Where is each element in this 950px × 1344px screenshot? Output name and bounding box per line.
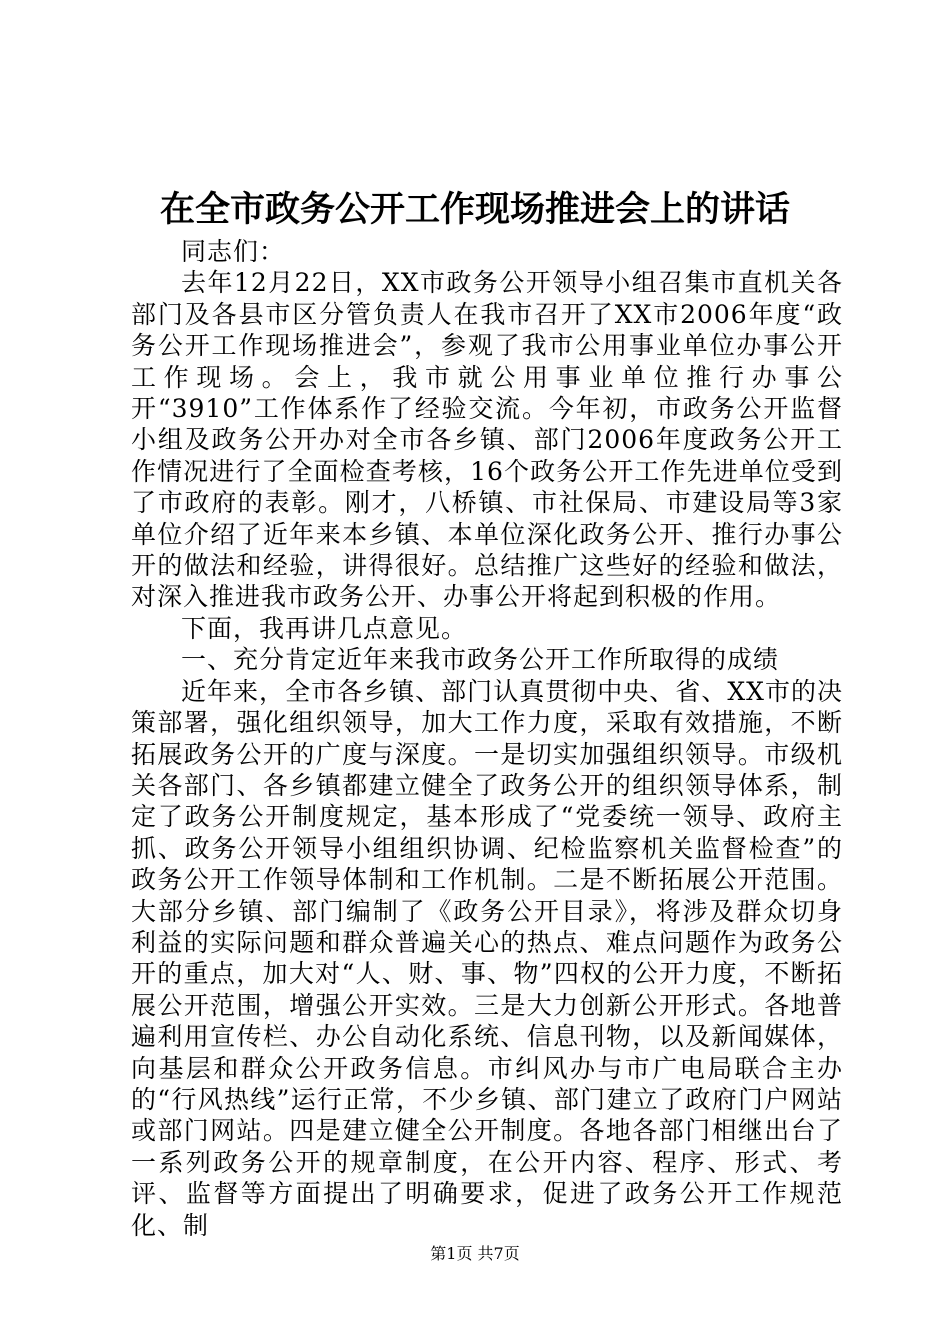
salutation-paragraph: 同志们： — [181, 237, 286, 266]
body-paragraph: 近年来，全市各乡镇、部门认真贯彻中央、省、XX市的决策部署，强化组织领导，加大工作力度，采取有效措施，不断拓展政务公开的广度与深度。一是切实加强组织领导。市级机关各部门、各乡镇都建立健全了政务公开的组织领导体系，制定了政务公开制度规定，基本形成了“党委统一领导、政府主抓、政务公开领导小组组织协调、纪检监察机关监督检查”的政务公开工作领导体制和工作机制。二是不断拓展公开范围。大部分乡镇、部门编制了《政务公开目录》，将涉及群众切身利益的实际问题和群众普遍关心的热点、难点问题作为政务公开的重点，加大对“人、财、事、物”四权的公开力度，不断拓展公开范围，增强公开实效。三是大力创新公开形式。各地普遍利用宣传栏、办公自动化系统、信息刊物，以及新闻媒体，向基层和群众公开政务信息。市纠风办与市广电局联合主办的“行风热线”运行正常，不少乡镇、部门建立了政府门户网站或部门网站。四是建立健全公开制度。各地各部门相继出台了一系列政务公开的规章制度，在公开内容、程序、形式、考评、监督等方面提出了明确要求，促进了政务公开工作规范化、制 — [131, 676, 843, 1240]
document-title: 在全市政务公开工作现场推进会上的讲话 — [159, 189, 790, 230]
document-body — [131, 236, 843, 1241]
body-paragraph: 下面，我再讲几点意见。 — [181, 613, 468, 643]
page-number-footer: 第1页 共7页 — [430, 1244, 520, 1263]
section-heading: 一、充分肯定近年来我市政务公开工作所取得的成绩 — [181, 645, 780, 675]
body-paragraph: 去年12月22日，XX市政务公开领导小组召集市直机关各部门及各县市区分管负责人在我市召开了XX市2006年度“政务公开工作现场推进会”，参观了我市公用事业单位办事公开工作现场。会上，我市就公用事业单位推行办事公开“3910”工作体系作了经验交流。今年初，市政务公开监督小组及政务公开办对全市各乡镇、部门2006年度政务公开工作情况进行了全面检查考核，16个政务公开工作先进单位受到了市政府的表彰。刚才，八桥镇、市社保局、市建设局等3家单位介绍了近年来本乡镇、本单位深化政务公开、推行办事公开的做法和经验，讲得很好。总结推广这些好的经验和做法，对深入推进我市政务公开、办事公开将起到积极的作用。 — [131, 268, 843, 612]
